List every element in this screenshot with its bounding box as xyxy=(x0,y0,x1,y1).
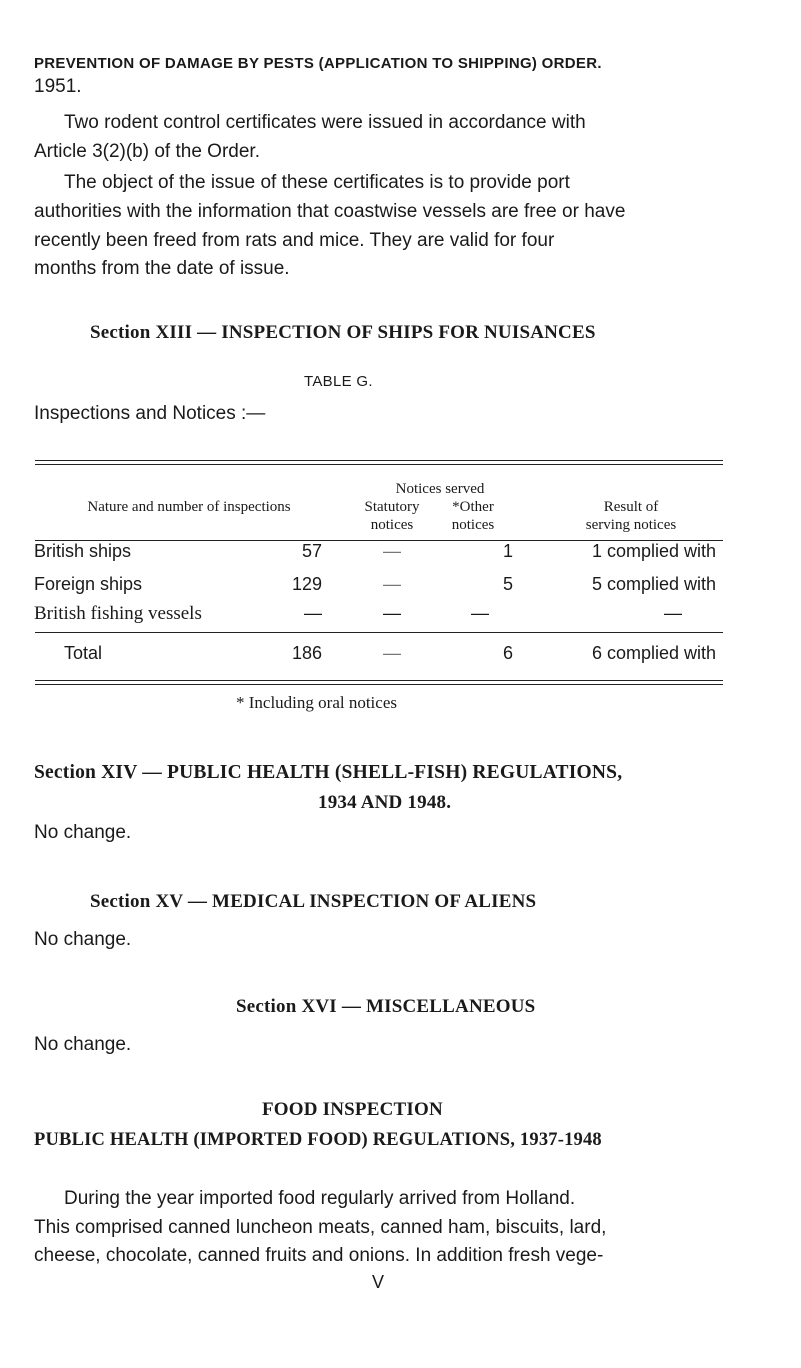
food-paragraph-line2: This comprised canned luncheon meats, canned ham, biscuits, lard, xyxy=(34,1217,607,1238)
section-14-title-line1: Section XIV — PUBLIC HEALTH (SHELL-FISH) REGULATIONS, xyxy=(34,762,623,783)
section-14-title-line2: 1934 AND 1948. xyxy=(318,792,452,813)
total-label: Total xyxy=(64,643,103,663)
header-statutory-1: Statutory xyxy=(364,499,420,515)
row-statutory: — xyxy=(383,574,401,594)
order-paragraph-1-line1: Two rodent control certificates were issued in accordance with xyxy=(64,112,586,133)
order-heading-line2: 1951. xyxy=(34,76,82,97)
row-other: 5 xyxy=(502,574,513,594)
order-paragraph-2-line3: recently been freed from rats and mice. They are valid for four xyxy=(34,230,555,251)
row-nature: Foreign ships xyxy=(34,574,143,594)
row-nature: British fishing vessels xyxy=(34,603,202,624)
order-paragraph-2-line1: The object of the issue of these certificates is to provide port xyxy=(64,172,570,193)
order-paragraph-2-line2: authorities with the information that coastwise vessels are free or have xyxy=(34,201,626,222)
total-statutory: — xyxy=(383,643,401,663)
total-other: 6 xyxy=(502,643,513,663)
table-total-rule xyxy=(35,632,723,633)
header-notices-served: Notices served xyxy=(395,481,485,497)
table-top-rule-1 xyxy=(35,460,723,461)
food-paragraph-line1: During the year imported food regularly arrived from Holland. xyxy=(64,1188,576,1209)
row-other: — xyxy=(471,603,489,623)
header-other-1: *Other xyxy=(452,499,494,515)
order-paragraph-2-line4: months from the date of issue. xyxy=(34,258,290,279)
table-bottom-rule-2 xyxy=(35,684,723,685)
header-statutory-2: notices xyxy=(370,517,414,533)
row-result: — xyxy=(664,603,682,623)
section-15-title: Section XV — MEDICAL INSPECTION OF ALIENS xyxy=(90,891,537,912)
order-heading-line1: PREVENTION OF DAMAGE BY PESTS (APPLICATION TO SHIPPING) ORDER. xyxy=(34,55,602,72)
table-title: TABLE G. xyxy=(304,373,373,390)
row-result: 1 complied with xyxy=(591,541,716,561)
header-nature: Nature and number of inspections xyxy=(87,499,291,515)
row-number: 57 xyxy=(301,541,322,561)
header-result-1: Result of xyxy=(603,499,659,515)
section-16-body: No change. xyxy=(34,1034,132,1055)
section-13-title: Section XIII — INSPECTION OF SHIPS FOR NUISANCES xyxy=(90,322,596,343)
section-14-body: No change. xyxy=(34,822,132,843)
row-statutory: — xyxy=(383,603,401,623)
row-result: 5 complied with xyxy=(591,574,716,594)
row-other: 1 xyxy=(502,541,513,561)
imported-food-regulations-title: PUBLIC HEALTH (IMPORTED FOOD) REGULATIONS, 1937-1948 xyxy=(34,1130,602,1150)
table-bottom-rule-1 xyxy=(35,680,723,681)
row-nature: British ships xyxy=(34,541,132,561)
total-number: 186 xyxy=(291,643,322,663)
row-number: — xyxy=(304,603,322,623)
row-number: 129 xyxy=(291,574,322,594)
section-16-title: Section XVI — MISCELLANEOUS xyxy=(236,996,536,1017)
header-result-2: serving notices xyxy=(585,517,677,533)
header-other-2: notices xyxy=(451,517,495,533)
table-caption: Inspections and Notices :— xyxy=(34,403,266,424)
food-inspection-title: FOOD INSPECTION xyxy=(262,1099,443,1120)
total-result: 6 complied with xyxy=(591,643,716,663)
page-number: V xyxy=(372,1272,385,1292)
section-15-body: No change. xyxy=(34,929,132,950)
table-top-rule-2 xyxy=(35,464,723,465)
row-statutory: — xyxy=(383,541,401,561)
table-footnote: * Including oral notices xyxy=(236,693,397,712)
order-paragraph-1-line2: Article 3(2)(b) of the Order. xyxy=(34,141,260,162)
food-paragraph-line3: cheese, chocolate, canned fruits and onions. In addition fresh vege- xyxy=(34,1245,604,1266)
